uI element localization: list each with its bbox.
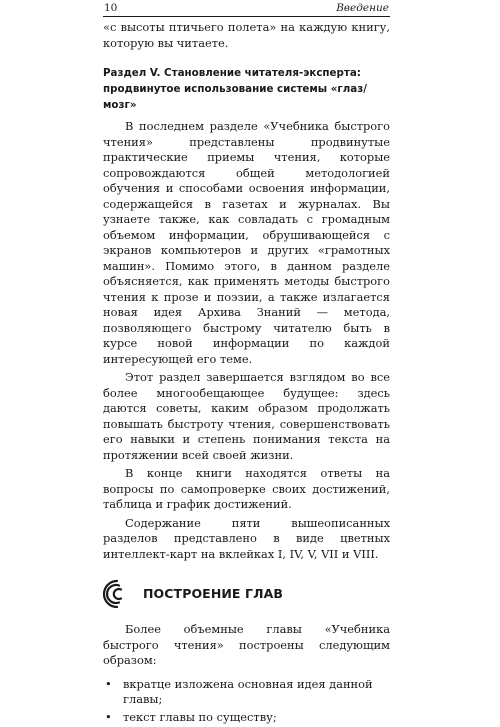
page-number: 10 [104,2,118,14]
paragraph: В последнем разделе «Учебника быстрого чтения» представлены продвинутые практические приемы чтения, которые сопровождаются общей методологией обучения и способами освоения информации, содержащейся в газетах и журналах. Вы узнаете также, как совладать с громадным объемом информации, обрушивающейся с экранов компьютеров и других «грамотных машин». Помимо этого, в данном разделе объясняется, как применять методы быстрого чтения к прозе и поэзии, а также излагается новая идея Архива Знаний — метода, позволяющего быстрому читателю быть в курсе новой информации по каждой интересующей его теме. [103,119,390,366]
list-item-text: текст главы по существу; [123,709,277,724]
concentric-arcs-icon [101,578,135,610]
paragraph: Содержание пяти вышеописанных разделов представлено в виде цветных интеллект-карт на вклейках I, IV, V, VII и VIII. [103,515,390,561]
section-title: Введение [336,2,389,14]
bullet-marker: • [105,709,112,724]
subheading-section-v [103,65,390,113]
bullet-list [103,677,390,726]
paragraph: Этот раздел завершается взглядом во все более многообещающее будущее: здесь даются советы, каким образом продолжать повышать быстроту чтения, совершенствовать его навыки и степень понимания текста на протяжении всей своей жизни. [103,370,390,462]
subheading-line-1: Раздел V. Становление читателя-эксперта: [103,67,361,79]
list-item [103,677,390,708]
section-heading: ПОСТРОЕНИЕ ГЛАВ [143,586,283,602]
section-heading-row [103,578,390,610]
bullet-marker: • [105,676,112,691]
subheading-line-2: продвинутое использование системы «глаз/мозг» [103,83,367,111]
list-item-text: вкратце изложена основная идея данной главы; [123,676,373,706]
paragraph-continued: «с высоты птичьего полета» на каждую книгу, которую вы читаете. [103,20,390,50]
page-body [103,20,390,727]
paragraph: Более объемные главы «Учебника быстрого чтения» построены следующим образом: [103,622,390,667]
running-header [103,0,390,17]
list-item [103,710,390,726]
paragraph: В конце книги находятся ответы на вопросы по самопроверке своих достижений, таблица и график достижений. [103,466,390,511]
